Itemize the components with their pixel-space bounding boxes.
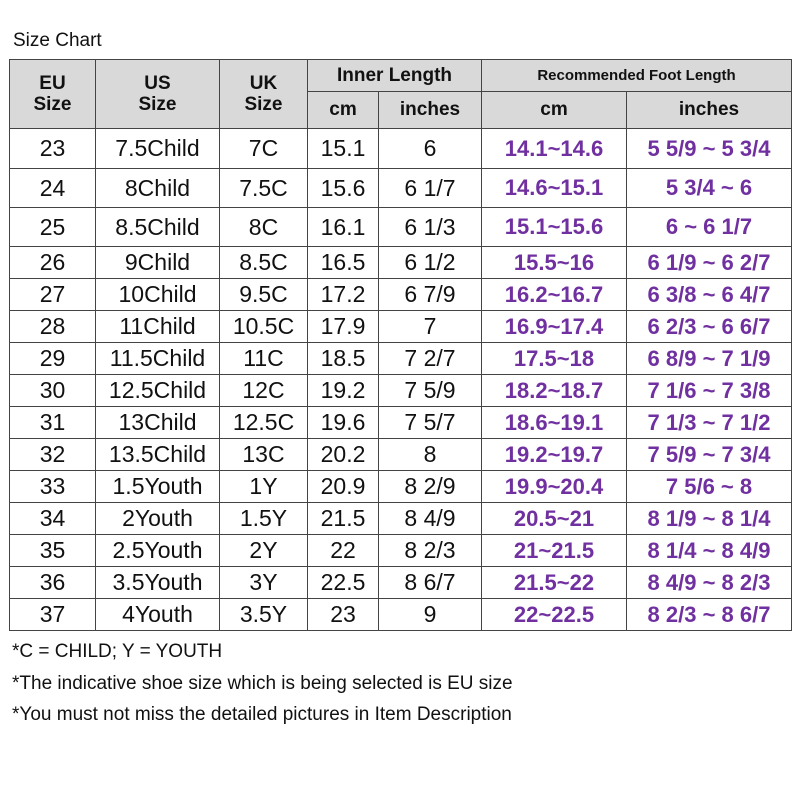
cell-inner-inches: 6 1/7 — [379, 169, 482, 208]
cell-inner-cm: 18.5 — [308, 343, 379, 375]
cell-recommended-cm: 15.5~16 — [482, 247, 627, 279]
cell-uk-size: 8.5C — [220, 247, 308, 279]
table-row — [10, 343, 792, 375]
cell-uk-size: 7.5C — [220, 169, 308, 208]
cell-recommended-inches: 6 3/8 ~ 6 4/7 — [627, 279, 792, 311]
cell-us-size: 2Youth — [96, 503, 220, 535]
cell-uk-size: 13C — [220, 439, 308, 471]
table-row — [10, 169, 792, 208]
cell-recommended-inches: 6 2/3 ~ 6 6/7 — [627, 311, 792, 343]
cell-us-size: 9Child — [96, 247, 220, 279]
cell-us-size: 11.5Child — [96, 343, 220, 375]
note-abbreviations: *C = CHILD; Y = YOUTH — [12, 641, 223, 662]
cell-uk-size: 1.5Y — [220, 503, 308, 535]
cell-uk-size: 12.5C — [220, 407, 308, 439]
cell-uk-size: 3.5Y — [220, 599, 308, 631]
cell-uk-size: 8C — [220, 208, 308, 247]
notes — [12, 636, 513, 731]
cell-inner-inches: 9 — [379, 599, 482, 631]
cell-recommended-cm: 19.9~20.4 — [482, 471, 627, 503]
cell-uk-size: 2Y — [220, 535, 308, 567]
cell-eu-size: 26 — [10, 247, 96, 279]
cell-recommended-inches: 7 5/6 ~ 8 — [627, 471, 792, 503]
size-chart-table — [9, 59, 792, 631]
cell-recommended-inches: 6 8/9 ~ 7 1/9 — [627, 343, 792, 375]
cell-recommended-cm: 16.2~16.7 — [482, 279, 627, 311]
cell-us-size: 12.5Child — [96, 375, 220, 407]
cell-eu-size: 24 — [10, 169, 96, 208]
header-eu-size: EU Size — [10, 60, 96, 129]
table-row — [10, 311, 792, 343]
header-uk-size: UK Size — [220, 60, 308, 129]
cell-us-size: 1.5Youth — [96, 471, 220, 503]
cell-recommended-cm: 22~22.5 — [482, 599, 627, 631]
cell-recommended-inches: 7 5/9 ~ 7 3/4 — [627, 439, 792, 471]
cell-recommended-inches: 7 1/3 ~ 7 1/2 — [627, 407, 792, 439]
cell-eu-size: 34 — [10, 503, 96, 535]
cell-us-size: 13.5Child — [96, 439, 220, 471]
cell-inner-cm: 19.6 — [308, 407, 379, 439]
cell-uk-size: 7C — [220, 129, 308, 169]
cell-inner-inches: 6 1/3 — [379, 208, 482, 247]
cell-us-size: 4Youth — [96, 599, 220, 631]
cell-inner-inches: 7 5/9 — [379, 375, 482, 407]
header-recommended-foot-length: Recommended Foot Length — [482, 60, 792, 92]
cell-inner-inches: 7 — [379, 311, 482, 343]
cell-inner-cm: 16.5 — [308, 247, 379, 279]
size-chart-body — [10, 129, 792, 631]
cell-eu-size: 33 — [10, 471, 96, 503]
cell-inner-cm: 15.1 — [308, 129, 379, 169]
cell-uk-size: 1Y — [220, 471, 308, 503]
table-row — [10, 535, 792, 567]
cell-recommended-cm: 21~21.5 — [482, 535, 627, 567]
cell-recommended-inches: 6 ~ 6 1/7 — [627, 208, 792, 247]
cell-recommended-cm: 14.1~14.6 — [482, 129, 627, 169]
cell-recommended-inches: 8 2/3 ~ 8 6/7 — [627, 599, 792, 631]
table-row — [10, 503, 792, 535]
cell-eu-size: 31 — [10, 407, 96, 439]
cell-recommended-inches: 8 4/9 ~ 8 2/3 — [627, 567, 792, 599]
cell-inner-inches: 8 6/7 — [379, 567, 482, 599]
cell-uk-size: 9.5C — [220, 279, 308, 311]
cell-eu-size: 25 — [10, 208, 96, 247]
cell-recommended-cm: 18.6~19.1 — [482, 407, 627, 439]
cell-recommended-cm: 21.5~22 — [482, 567, 627, 599]
cell-inner-inches: 7 5/7 — [379, 407, 482, 439]
header-recommended-cm: cm — [482, 92, 627, 129]
cell-uk-size: 3Y — [220, 567, 308, 599]
cell-inner-inches: 6 7/9 — [379, 279, 482, 311]
table-row — [10, 247, 792, 279]
table-row — [10, 129, 792, 169]
cell-us-size: 13Child — [96, 407, 220, 439]
cell-inner-cm: 15.6 — [308, 169, 379, 208]
cell-recommended-cm: 14.6~15.1 — [482, 169, 627, 208]
note-item-description: *You must not miss the detailed pictures in Item Description — [12, 704, 512, 725]
table-row — [10, 439, 792, 471]
cell-recommended-inches: 5 3/4 ~ 6 — [627, 169, 792, 208]
cell-inner-cm: 16.1 — [308, 208, 379, 247]
cell-inner-inches: 6 1/2 — [379, 247, 482, 279]
cell-recommended-inches: 6 1/9 ~ 6 2/7 — [627, 247, 792, 279]
cell-inner-inches: 8 2/9 — [379, 471, 482, 503]
cell-us-size: 8.5Child — [96, 208, 220, 247]
cell-us-size: 10Child — [96, 279, 220, 311]
page-title: Size Chart — [13, 30, 102, 51]
cell-eu-size: 23 — [10, 129, 96, 169]
header-inner-inches: inches — [379, 92, 482, 129]
cell-inner-cm: 19.2 — [308, 375, 379, 407]
cell-inner-inches: 7 2/7 — [379, 343, 482, 375]
table-row — [10, 208, 792, 247]
table-row — [10, 599, 792, 631]
cell-eu-size: 29 — [10, 343, 96, 375]
cell-eu-size: 30 — [10, 375, 96, 407]
table-row — [10, 279, 792, 311]
cell-us-size: 2.5Youth — [96, 535, 220, 567]
header-us-size: US Size — [96, 60, 220, 129]
table-row — [10, 375, 792, 407]
cell-recommended-cm: 20.5~21 — [482, 503, 627, 535]
cell-us-size: 7.5Child — [96, 129, 220, 169]
table-row — [10, 567, 792, 599]
table-row — [10, 407, 792, 439]
cell-recommended-inches: 5 5/9 ~ 5 3/4 — [627, 129, 792, 169]
header-recommended-inches: inches — [627, 92, 792, 129]
cell-recommended-cm: 15.1~15.6 — [482, 208, 627, 247]
cell-uk-size: 10.5C — [220, 311, 308, 343]
cell-us-size: 11Child — [96, 311, 220, 343]
cell-inner-inches: 8 4/9 — [379, 503, 482, 535]
cell-inner-inches: 6 — [379, 129, 482, 169]
header-inner-cm: cm — [308, 92, 379, 129]
cell-recommended-cm: 19.2~19.7 — [482, 439, 627, 471]
cell-inner-inches: 8 2/3 — [379, 535, 482, 567]
cell-inner-cm: 17.2 — [308, 279, 379, 311]
cell-inner-cm: 17.9 — [308, 311, 379, 343]
cell-eu-size: 37 — [10, 599, 96, 631]
cell-inner-cm: 22.5 — [308, 567, 379, 599]
cell-inner-cm: 23 — [308, 599, 379, 631]
cell-recommended-inches: 8 1/4 ~ 8 4/9 — [627, 535, 792, 567]
cell-recommended-cm: 16.9~17.4 — [482, 311, 627, 343]
cell-inner-inches: 8 — [379, 439, 482, 471]
cell-eu-size: 35 — [10, 535, 96, 567]
cell-inner-cm: 21.5 — [308, 503, 379, 535]
header-inner-length: Inner Length — [308, 60, 482, 92]
table-row — [10, 471, 792, 503]
cell-us-size: 8Child — [96, 169, 220, 208]
cell-recommended-cm: 18.2~18.7 — [482, 375, 627, 407]
cell-eu-size: 27 — [10, 279, 96, 311]
cell-recommended-cm: 17.5~18 — [482, 343, 627, 375]
cell-recommended-inches: 7 1/6 ~ 7 3/8 — [627, 375, 792, 407]
cell-uk-size: 12C — [220, 375, 308, 407]
cell-eu-size: 32 — [10, 439, 96, 471]
cell-inner-cm: 22 — [308, 535, 379, 567]
cell-inner-cm: 20.9 — [308, 471, 379, 503]
cell-eu-size: 36 — [10, 567, 96, 599]
cell-eu-size: 28 — [10, 311, 96, 343]
cell-inner-cm: 20.2 — [308, 439, 379, 471]
note-eu-size: *The indicative shoe size which is being selected is EU size — [12, 672, 513, 694]
cell-recommended-inches: 8 1/9 ~ 8 1/4 — [627, 503, 792, 535]
cell-uk-size: 11C — [220, 343, 308, 375]
cell-us-size: 3.5Youth — [96, 567, 220, 599]
